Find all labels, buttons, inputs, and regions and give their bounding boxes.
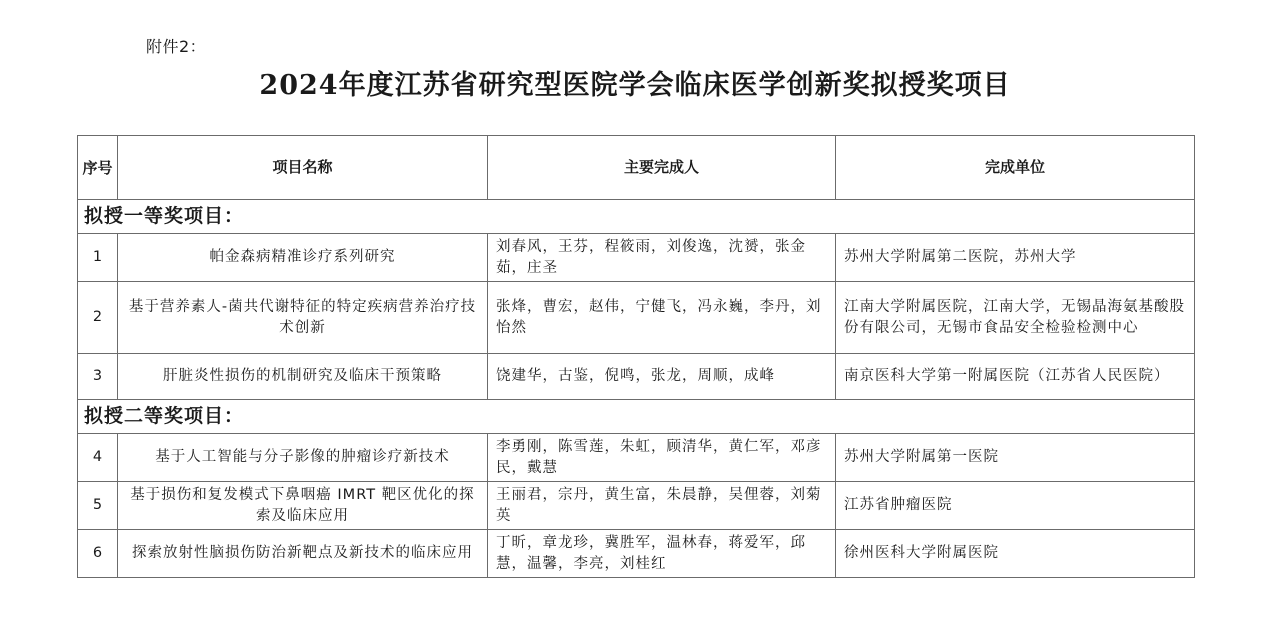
- row-people: 王丽君，宗丹，黄生富，朱晨静，吴俚蓉，刘菊英: [488, 482, 836, 530]
- document-title: 2024年度江苏省研究型医院学会临床医学创新奖拟授奖项目: [259, 70, 1011, 101]
- row-unit: 徐州医科大学附属医院: [836, 530, 1195, 578]
- row-project: 帕金森病精准诊疗系列研究: [118, 234, 488, 282]
- row-project: 基于损伤和复发模式下鼻咽癌 IMRT 靶区优化的探索及临床应用: [118, 482, 488, 530]
- header-seq: 序号: [78, 136, 118, 200]
- row-seq: 3: [78, 354, 118, 400]
- row-unit: 苏州大学附属第一医院: [836, 434, 1195, 482]
- row-unit: 江苏省肿瘤医院: [836, 482, 1195, 530]
- table-row: [78, 282, 1195, 354]
- section-row-first-prize: [78, 200, 1195, 234]
- row-unit: 苏州大学附属第二医院，苏州大学: [836, 234, 1195, 282]
- header-people: 主要完成人: [488, 136, 836, 200]
- row-project: 探索放射性脑损伤防治新靶点及新技术的临床应用: [118, 530, 488, 578]
- header-unit: 完成单位: [836, 136, 1195, 200]
- section-label: 拟授二等奖项目：: [78, 400, 1195, 434]
- section-row-second-prize: [78, 400, 1195, 434]
- table-row: [78, 530, 1195, 578]
- header-project: 项目名称: [118, 136, 488, 200]
- row-project: 基于人工智能与分子影像的肿瘤诊疗新技术: [118, 434, 488, 482]
- table-row: [78, 354, 1195, 400]
- row-people: 刘春风，王芬，程筱雨，刘俊逸，沈赟，张金茹，庄圣: [488, 234, 836, 282]
- row-people: 李勇刚，陈雪莲，朱虹，顾清华，黄仁军，邓彦民，戴慧: [488, 434, 836, 482]
- row-project: 基于营养素人-菌共代谢特征的特定疾病营养治疗技术创新: [118, 282, 488, 354]
- row-people: 丁昕，章龙珍，冀胜军，温林春，蒋爱军，邱慧，温馨，李亮，刘桂红: [488, 530, 836, 578]
- row-unit: 南京医科大学第一附属医院（江苏省人民医院）: [836, 354, 1195, 400]
- table-row: [78, 434, 1195, 482]
- section-label: 拟授一等奖项目：: [78, 200, 1195, 234]
- row-seq: 6: [78, 530, 118, 578]
- row-people: 张烽，曹宏，赵伟，宁健飞，冯永巍，李丹，刘怡然: [488, 282, 836, 354]
- table-row: [78, 482, 1195, 530]
- row-seq: 5: [78, 482, 118, 530]
- award-table: [77, 135, 1195, 578]
- row-seq: 1: [78, 234, 118, 282]
- table-row: [78, 234, 1195, 282]
- row-unit: 江南大学附属医院，江南大学，无锡晶海氨基酸股份有限公司，无锡市食品安全检验检测中心: [836, 282, 1195, 354]
- attachment-label: 附件2：: [146, 37, 207, 56]
- row-seq: 4: [78, 434, 118, 482]
- row-project: 肝脏炎性损伤的机制研究及临床干预策略: [118, 354, 488, 400]
- row-people: 饶建华，古鉴，倪鸣，张龙，周顺，成峰: [488, 354, 836, 400]
- table-header-row: [78, 136, 1195, 200]
- row-seq: 2: [78, 282, 118, 354]
